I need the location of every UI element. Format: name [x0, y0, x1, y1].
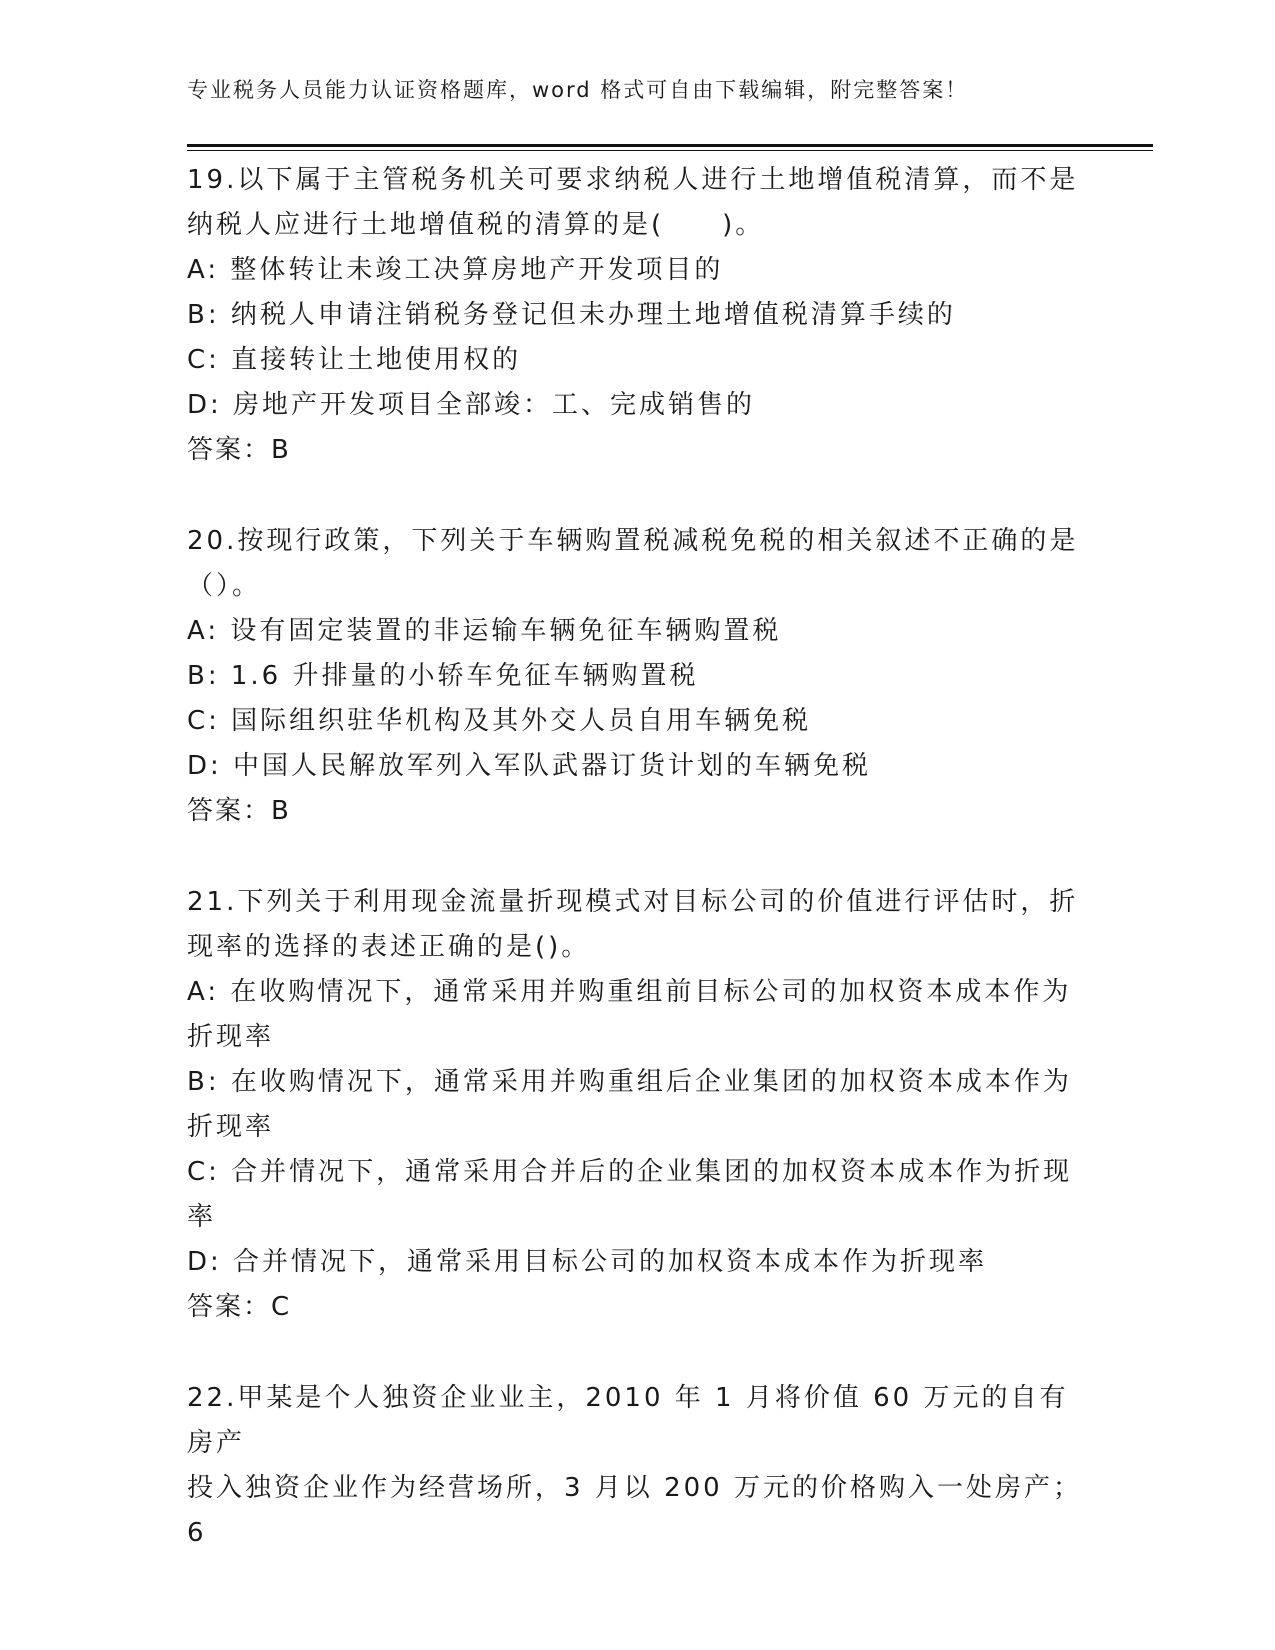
- question-stem-line: 20.按现行政策，下列关于车辆购置税减税免税的相关叙述不正确的是: [187, 526, 1079, 556]
- answer: 答案：B: [187, 435, 291, 465]
- question-21: [187, 880, 1087, 1330]
- question-stem-line: 现率的选择的表述正确的是()。: [187, 932, 591, 962]
- question-stem-line: （）。: [187, 571, 262, 601]
- option-a: A: 在收购情况下，通常采用并购重组前目标公司的加权资本成本作为: [187, 977, 1072, 1007]
- page-header: 专业税务人员能力认证资格题库，word 格式可自由下载编辑，附完整答案！: [187, 78, 969, 102]
- option-a: A: 整体转让未竣工决算房地产开发项目的: [187, 255, 724, 285]
- question-20: [187, 519, 1087, 834]
- answer: 答案：C: [187, 1292, 292, 1322]
- question-stem-line: 22.甲某是个人独资企业业主，2010 年 1 月将价值 60 万元的自有房产: [187, 1383, 1069, 1458]
- option-d: D: 房地产开发项目全部竣：工、完成销售的: [187, 390, 756, 420]
- question-22: [187, 1376, 1087, 1556]
- option-c: C: 合并情况下，通常采用合并后的企业集团的加权资本成本作为折现: [187, 1157, 1073, 1187]
- question-stem-line: 投入独资企业作为经营场所，3 月以 200 万元的价格购入一处房产；6: [187, 1473, 1082, 1548]
- option-c-continued: 率: [187, 1202, 217, 1232]
- option-b: B: 在收购情况下，通常采用并购重组后企业集团的加权资本成本作为: [187, 1067, 1072, 1097]
- question-list: [187, 158, 1087, 1602]
- question-stem-line: 纳税人应进行土地增值税的清算的是( )。: [187, 210, 765, 240]
- option-c: C: 国际组织驻华机构及其外交人员自用车辆免税: [187, 706, 812, 736]
- option-d: D: 中国人民解放军列入军队武器订货计划的车辆免税: [187, 751, 872, 781]
- option-d: D: 合并情况下，通常采用目标公司的加权资本成本作为折现率: [187, 1247, 988, 1277]
- question-stem-line: 19.以下属于主管税务机关可要求纳税人进行土地增值税清算，而不是: [187, 165, 1079, 195]
- option-c: C: 直接转让土地使用权的: [187, 345, 522, 375]
- header-rule-thick: [187, 144, 1153, 147]
- option-b: B: 纳税人申请注销税务登记但未办理土地增值税清算手续的: [187, 300, 956, 330]
- question-19: [187, 158, 1087, 473]
- option-a-continued: 折现率: [187, 1022, 275, 1052]
- header-rule-thin: [187, 150, 1153, 151]
- question-stem-line: 21.下列关于利用现金流量折现模式对目标公司的价值进行评估时，折: [187, 887, 1079, 917]
- option-a: A: 设有固定装置的非运输车辆免征车辆购置税: [187, 616, 782, 646]
- option-b-continued: 折现率: [187, 1112, 275, 1142]
- answer: 答案：B: [187, 796, 291, 826]
- option-b: B: 1.6 升排量的小轿车免征车辆购置税: [187, 661, 699, 691]
